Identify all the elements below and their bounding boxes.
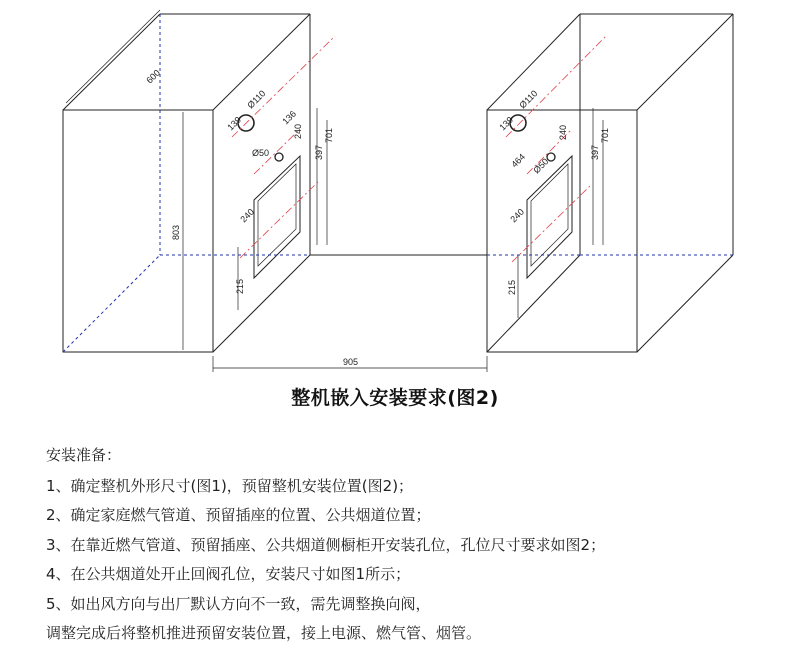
right-small-hole bbox=[547, 153, 555, 161]
note-item: 3、在靠近燃气管道、预留插座、公共烟道侧橱柜开安装孔位，孔位尺寸要求如图2； bbox=[46, 535, 606, 554]
left-dim-136: 136 bbox=[280, 108, 299, 127]
dim-gap-width: 905 bbox=[343, 357, 359, 367]
right-dim-701: 701 bbox=[600, 127, 610, 143]
left-dim-139: 139 bbox=[225, 114, 244, 133]
right-cabinet-front-face bbox=[487, 110, 637, 352]
notes-heading: 安装准备： bbox=[46, 446, 122, 464]
left-dim-240: 240 bbox=[238, 206, 257, 225]
left-dim-small-hole: Ø50 bbox=[252, 148, 270, 158]
note-item: 2、确定家庭燃气管道、预留插座的位置、公共烟道位置； bbox=[46, 506, 431, 524]
left-outlet-cutout bbox=[254, 156, 300, 278]
dim-depth: 600 bbox=[144, 67, 163, 86]
note-item: 调整完成后将整机推进预留安装位置，接上电源、燃气管、烟管。 bbox=[46, 624, 482, 642]
left-dim-pipe-hole: Ø110 bbox=[245, 88, 268, 111]
right-dim-240: 240 bbox=[508, 206, 527, 225]
right-dim-139: 139 bbox=[497, 114, 516, 133]
right-dim-pipe-hole: Ø110 bbox=[517, 88, 540, 111]
left-small-hole bbox=[275, 153, 283, 161]
left-dim-215: 215 bbox=[235, 278, 245, 294]
dim-height: 803 bbox=[171, 224, 181, 240]
hidden-edges bbox=[63, 14, 733, 352]
right-dim-240-top: 240 bbox=[558, 124, 568, 140]
right-dim-397: 397 bbox=[590, 144, 600, 160]
left-dim-397: 397 bbox=[314, 144, 324, 160]
left-dim-240-top: 240 bbox=[293, 123, 303, 139]
note-item: 1、确定整机外形尺寸(图1)，预留整机安装位置(图2)； bbox=[46, 476, 414, 495]
note-item: 5、如出风方向与出厂默认方向不一致，需先调整换向阀， bbox=[46, 594, 431, 613]
diagram-title: 整机嵌入安装要求(图2) bbox=[291, 387, 499, 409]
installation-notes bbox=[46, 441, 776, 649]
right-outlet-cutout bbox=[527, 156, 572, 278]
center-lines bbox=[232, 36, 606, 262]
right-dim-464: 464 bbox=[509, 151, 528, 170]
left-dim-701: 701 bbox=[324, 127, 334, 143]
right-dim-215: 215 bbox=[507, 279, 517, 295]
left-cabinet-front-face bbox=[63, 110, 213, 352]
right-dim-small-hole: Ø50 bbox=[531, 156, 551, 176]
note-item: 4、在公共烟道处开止回阀孔位，安装尺寸如图1所示； bbox=[46, 565, 411, 583]
